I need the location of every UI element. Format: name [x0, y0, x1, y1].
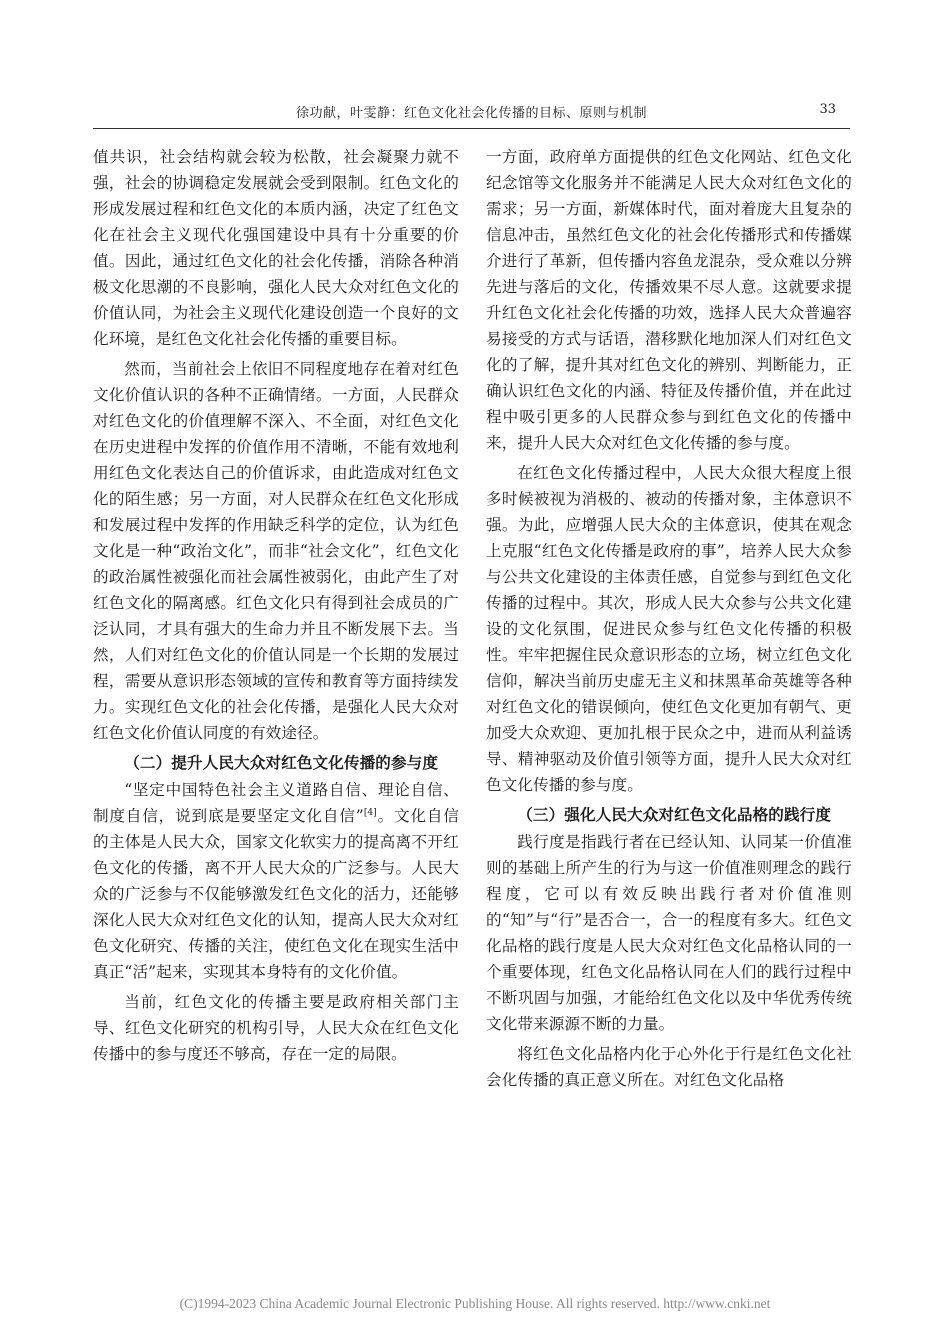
running-title: 徐功献，叶雯静：红色文化社会化传播的目标、原则与机制 [295, 106, 647, 121]
right-column [486, 144, 852, 1097]
paragraph-text: 。文化自信的主体是人民大众，国家文化软实力的提高离不开红色文化的传播，离不开人民大众的广泛参与。人民大众的广泛参与不仅能够激发红色文化的活力，还能够深化人民大众对红色文化的认知，提高人民大众对红色文化研究、传播的关注，使红色文化在现实生活中真正“活”起来，实现其本身特有的文化价值。 [93, 807, 459, 981]
section-heading: （三）强化人民大众对红色文化品格的践行度 [517, 806, 832, 824]
page-number: 33 [819, 102, 836, 117]
paragraph: 当前，红色文化的传播主要是政府相关部门主导、红色文化研究的机构引导，人民大众在红色文化传播中的参与度还不够高，存在一定的局限。 [93, 993, 459, 1063]
paragraph: 然而，当前社会上依旧不同程度地存在着对红色文化价值认识的各种不正确情绪。一方面，人民群众对红色文化的价值理解不深入、不全面，对红色文化在历史进程中发挥的价值作用不清晰，不能有效地利用红色文化表达自己的价值诉求，由此造成对红色文化的陌生感；另一方面，对人民群众在红色文化形成和发展过程中发挥的作用缺乏科学的定位，认为红色文化是一种“政治文化”，而非“社会文化”，红色文化的政治属性被强化而社会属性被弱化，由此产生了对红色文化的隔离感。红色文化只有得到社会成员的广泛认同，才具有强大的生命力并且不断发展下去。当然，人们对红色文化的价值认同是一个长期的发展过程，需要从意识形态领域的宣传和教育等方面持续发力。实现红色文化的社会化传播，是强化人民大众对红色文化价值认同度的有效途径。 [93, 360, 459, 742]
paragraph: 将红色文化品格内化于心外化于行是红色文化社会化传播的真正意义所在。对红色文化品格 [486, 1045, 852, 1089]
paragraph [93, 777, 459, 985]
section-heading: （二）提升人民大众对红色文化传播的参与度 [124, 754, 439, 772]
paragraph: 在红色文化传播过程中，人民大众很大程度上很多时候被视为消极的、被动的传播对象，主体意识不强。为此，应增强人民大众的主体意识，使其在观念上克服“红色文化传播是政府的事”，培养人民大众参与公共文化建设的主体责任感，自觉参与到红色文化传播的过程中。其次，形成人民大众参与公共文化建设的文化氛围，促进民众参与红色文化传播的积极性。牢牢把握住民众意识形态的立场，树立红色文化信仰，解决当前历史虚无主义和抹黑革命英雄等各种对红色文化的错误倾向，使红色文化更加有朝气、更加受大众欢迎、更加扎根于民众之中，进而从利益诱导、精神驱动及价值引领等方面，提升人民大众对红色文化传播的参与度。 [486, 464, 852, 794]
paragraph: 践行度是指践行者在已经认知、认同某一价值准则的基础上所产生的行为与这一价值准则理念的践行程度，它可以有效反映出践行者对价值准则的“知”与“行”是否合一，合一的程度有多大。红色文化品格的践行度是人民大众对红色文化品格认同的一个重要体现，红色文化品格认同在人们的践行过程中不断巩固与加强，才能给红色文化以及中华优秀传统文化带来源源不断的力量。 [486, 833, 852, 1033]
citation-ref: [4] [363, 807, 377, 818]
left-column [93, 144, 459, 1071]
running-header [93, 96, 850, 129]
paragraph: 一方面，政府单方面提供的红色文化网站、红色文化纪念馆等文化服务并不能满足人民大众对红色文化的需求；另一方面，新媒体时代，面对着庞大且复杂的信息冲击，虽然红色文化的社会化传播形式和传播媒介进行了革新，但传播内容鱼龙混杂，受众难以分辨先进与落后的文化，传播效果不尽人意。这就要求提升红色文化社会化传播的功效，选择人民大众普遍容易接受的方式与话语，潜移默化地加深人们对红色文化的了解，提升其对红色文化的辨别、判断能力，正确认识红色文化的内涵、特征及传播价值，并在此过程中吸引更多的人民群众参与到红色文化的传播中来，提升人民大众对红色文化传播的参与度。 [486, 148, 852, 452]
quote-text: “坚定中国特色社会主义道路自信、理论自信、制度自信，说到底是要坚定文化自信” [93, 781, 459, 825]
paragraph: 值共识，社会结构就会较为松散，社会凝聚力就不强，社会的协调稳定发展就会受到限制。红色文化的形成发展过程和红色文化的本质内涵，决定了红色文化在社会主义现代化强国建设中具有十分重要的价值。因此，通过红色文化的社会化传播，消除各种消极文化思潮的不良影响，强化人民大众对红色文化的价值认同，为社会主义现代化建设创造一个良好的文化环境，是红色文化社会化传播的重要目标。 [93, 148, 459, 348]
copyright-footer: (C)1994-2023 China Academic Journal Electronic Publishing House. All rights reserved. http://www.cnki.net [179, 1296, 771, 1311]
